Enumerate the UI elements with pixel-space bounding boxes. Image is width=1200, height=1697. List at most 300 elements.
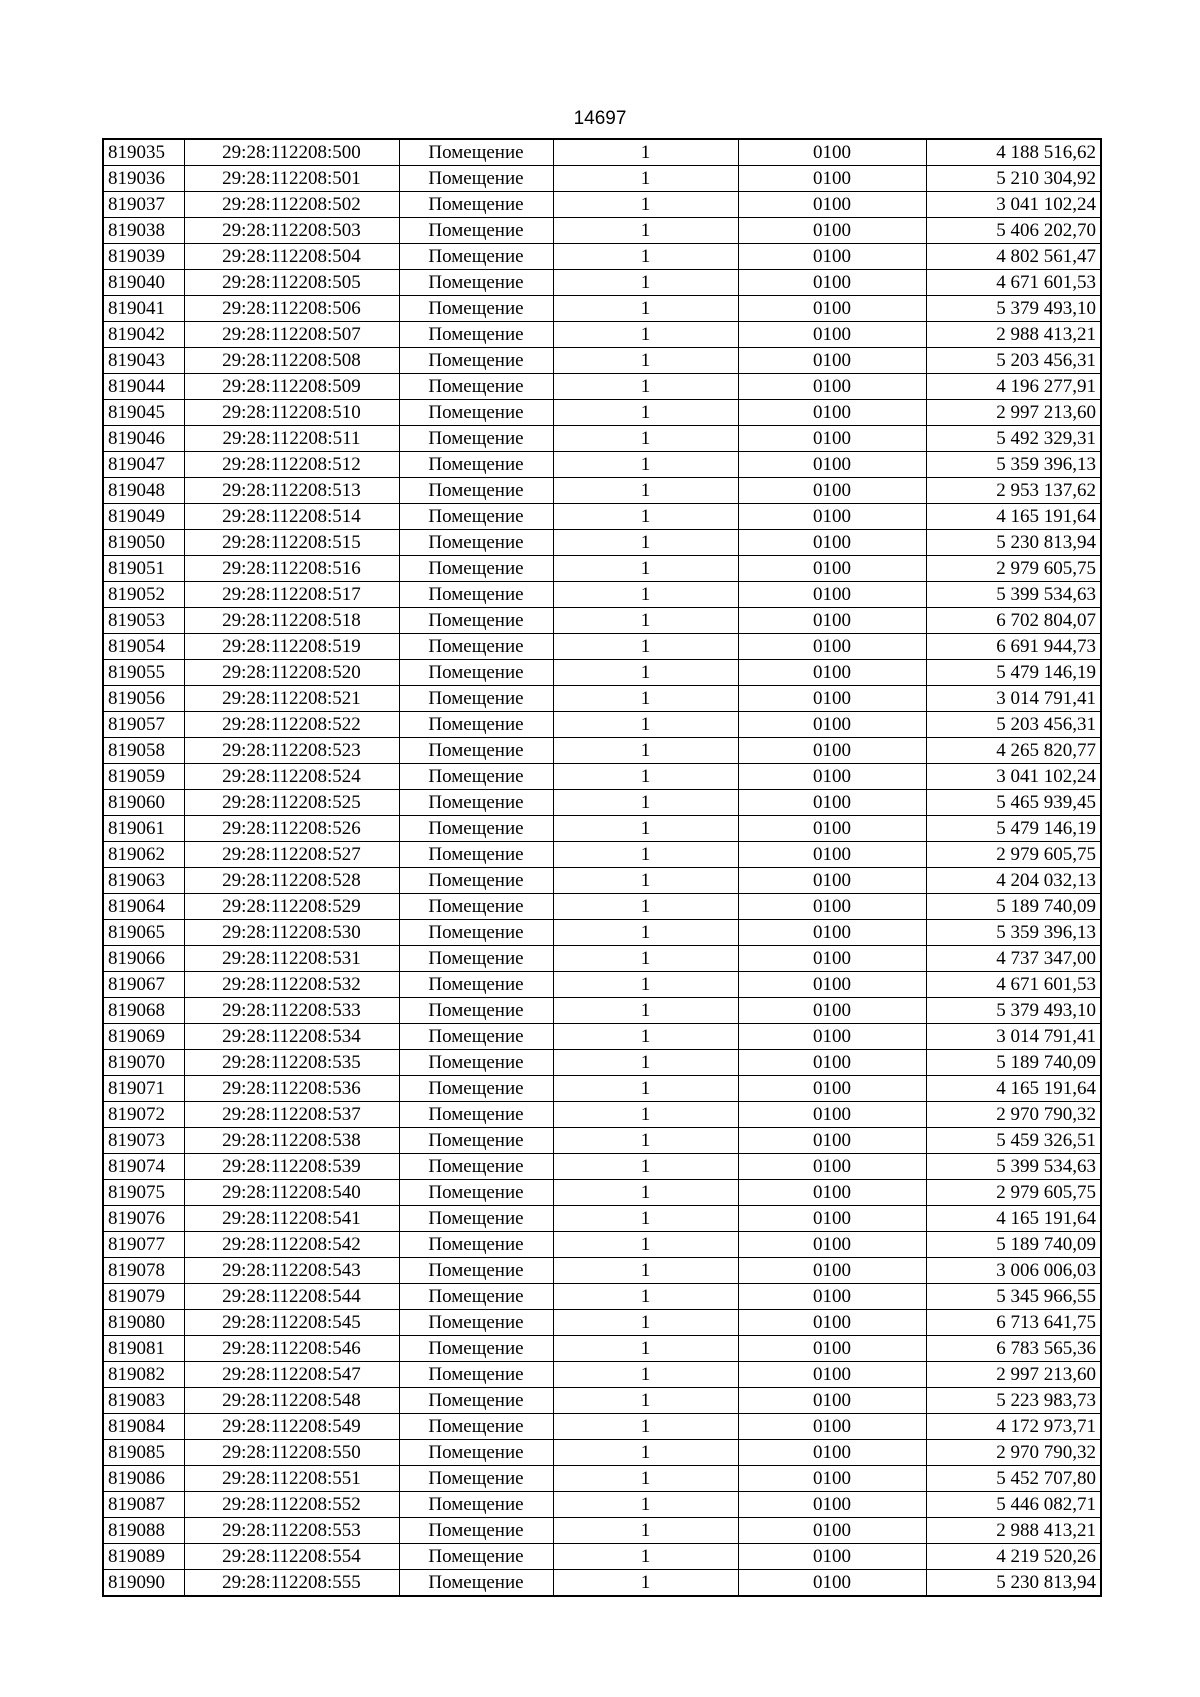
table-row	[103, 400, 1101, 426]
cadastral-value-cell: 3 014 791,41	[926, 1024, 1101, 1050]
object-type-cell: Помещение	[399, 1570, 553, 1597]
object-type-cell: Помещение	[399, 244, 553, 270]
object-id-cell: 819086	[103, 1466, 184, 1492]
object-id-cell: 819038	[103, 218, 184, 244]
object-id-cell: 819065	[103, 920, 184, 946]
object-id-cell: 819046	[103, 426, 184, 452]
object-type-cell: Помещение	[399, 764, 553, 790]
quantity-cell: 1	[553, 1414, 738, 1440]
quantity-cell: 1	[553, 946, 738, 972]
cadastral-value-cell: 5 359 396,13	[926, 452, 1101, 478]
object-type-cell: Помещение	[399, 348, 553, 374]
cadastral-number-cell: 29:28:112208:548	[184, 1388, 399, 1414]
object-id-cell: 819072	[103, 1102, 184, 1128]
table-row	[103, 192, 1101, 218]
object-type-cell: Помещение	[399, 660, 553, 686]
quantity-cell: 1	[553, 348, 738, 374]
cadastral-value-cell: 6 702 804,07	[926, 608, 1101, 634]
table-row	[103, 1544, 1101, 1570]
table-row	[103, 1206, 1101, 1232]
code-cell: 0100	[738, 244, 926, 270]
code-cell: 0100	[738, 1388, 926, 1414]
object-id-cell: 819056	[103, 686, 184, 712]
cadastral-number-cell: 29:28:112208:512	[184, 452, 399, 478]
cadastral-value-cell: 5 479 146,19	[926, 660, 1101, 686]
cadastral-value-cell: 6 691 944,73	[926, 634, 1101, 660]
object-type-cell: Помещение	[399, 1258, 553, 1284]
quantity-cell: 1	[553, 894, 738, 920]
table-row	[103, 1102, 1101, 1128]
code-cell: 0100	[738, 374, 926, 400]
cadastral-number-cell: 29:28:112208:536	[184, 1076, 399, 1102]
cadastral-number-cell: 29:28:112208:550	[184, 1440, 399, 1466]
code-cell: 0100	[738, 478, 926, 504]
code-cell: 0100	[738, 816, 926, 842]
object-type-cell: Помещение	[399, 192, 553, 218]
table-row	[103, 452, 1101, 478]
cadastral-value-cell: 5 203 456,31	[926, 712, 1101, 738]
object-id-cell: 819053	[103, 608, 184, 634]
object-id-cell: 819079	[103, 1284, 184, 1310]
table-row	[103, 634, 1101, 660]
code-cell: 0100	[738, 400, 926, 426]
object-id-cell: 819076	[103, 1206, 184, 1232]
cadastral-value-cell: 3 041 102,24	[926, 764, 1101, 790]
quantity-cell: 1	[553, 478, 738, 504]
cadastral-value-cell: 4 737 347,00	[926, 946, 1101, 972]
quantity-cell: 1	[553, 816, 738, 842]
table-row	[103, 1388, 1101, 1414]
table-row	[103, 1362, 1101, 1388]
table-row	[103, 894, 1101, 920]
quantity-cell: 1	[553, 400, 738, 426]
quantity-cell: 1	[553, 296, 738, 322]
object-id-cell: 819078	[103, 1258, 184, 1284]
object-id-cell: 819068	[103, 998, 184, 1024]
quantity-cell: 1	[553, 1544, 738, 1570]
quantity-cell: 1	[553, 244, 738, 270]
object-id-cell: 819071	[103, 1076, 184, 1102]
cadastral-number-cell: 29:28:112208:540	[184, 1180, 399, 1206]
object-id-cell: 819084	[103, 1414, 184, 1440]
table-row	[103, 322, 1101, 348]
object-id-cell: 819085	[103, 1440, 184, 1466]
object-id-cell: 819036	[103, 166, 184, 192]
table-row	[103, 348, 1101, 374]
cadastral-number-cell: 29:28:112208:553	[184, 1518, 399, 1544]
code-cell: 0100	[738, 868, 926, 894]
code-cell: 0100	[738, 764, 926, 790]
object-type-cell: Помещение	[399, 1024, 553, 1050]
cadastral-value-cell: 5 210 304,92	[926, 166, 1101, 192]
cadastral-number-cell: 29:28:112208:513	[184, 478, 399, 504]
cadastral-value-cell: 2 997 213,60	[926, 400, 1101, 426]
object-type-cell: Помещение	[399, 1518, 553, 1544]
code-cell: 0100	[738, 660, 926, 686]
code-cell: 0100	[738, 1544, 926, 1570]
code-cell: 0100	[738, 1180, 926, 1206]
cadastral-value-cell: 2 970 790,32	[926, 1102, 1101, 1128]
cadastral-number-cell: 29:28:112208:541	[184, 1206, 399, 1232]
quantity-cell: 1	[553, 192, 738, 218]
cadastral-number-cell: 29:28:112208:551	[184, 1466, 399, 1492]
table-row	[103, 1128, 1101, 1154]
object-type-cell: Помещение	[399, 972, 553, 998]
code-cell: 0100	[738, 738, 926, 764]
code-cell: 0100	[738, 1570, 926, 1597]
quantity-cell: 1	[553, 452, 738, 478]
quantity-cell: 1	[553, 1570, 738, 1597]
cadastral-number-cell: 29:28:112208:525	[184, 790, 399, 816]
table-row	[103, 1284, 1101, 1310]
object-id-cell: 819069	[103, 1024, 184, 1050]
table-row	[103, 998, 1101, 1024]
object-type-cell: Помещение	[399, 868, 553, 894]
cadastral-value-cell: 5 189 740,09	[926, 894, 1101, 920]
cadastral-value-cell: 2 988 413,21	[926, 1518, 1101, 1544]
cadastral-number-cell: 29:28:112208:519	[184, 634, 399, 660]
object-id-cell: 819083	[103, 1388, 184, 1414]
table-row	[103, 582, 1101, 608]
cadastral-number-cell: 29:28:112208:511	[184, 426, 399, 452]
quantity-cell: 1	[553, 1076, 738, 1102]
cadastral-value-cell: 2 979 605,75	[926, 842, 1101, 868]
cadastral-number-cell: 29:28:112208:544	[184, 1284, 399, 1310]
code-cell: 0100	[738, 972, 926, 998]
page-number: 14697	[573, 108, 627, 129]
code-cell: 0100	[738, 504, 926, 530]
table-row	[103, 946, 1101, 972]
object-type-cell: Помещение	[399, 1388, 553, 1414]
cadastral-value-cell: 2 979 605,75	[926, 1180, 1101, 1206]
table-row	[103, 1440, 1101, 1466]
table-row	[103, 920, 1101, 946]
cadastral-number-cell: 29:28:112208:530	[184, 920, 399, 946]
object-id-cell: 819057	[103, 712, 184, 738]
table-row	[103, 1336, 1101, 1362]
table-row	[103, 504, 1101, 530]
object-type-cell: Помещение	[399, 1492, 553, 1518]
cadastral-value-cell: 6 713 641,75	[926, 1310, 1101, 1336]
table-row	[103, 374, 1101, 400]
code-cell: 0100	[738, 842, 926, 868]
table-row	[103, 712, 1101, 738]
object-id-cell: 819054	[103, 634, 184, 660]
cadastral-value-cell: 5 230 813,94	[926, 530, 1101, 556]
code-cell: 0100	[738, 1076, 926, 1102]
quantity-cell: 1	[553, 1440, 738, 1466]
cadastral-number-cell: 29:28:112208:517	[184, 582, 399, 608]
object-type-cell: Помещение	[399, 1440, 553, 1466]
code-cell: 0100	[738, 1024, 926, 1050]
cadastral-value-cell: 4 265 820,77	[926, 738, 1101, 764]
quantity-cell: 1	[553, 1024, 738, 1050]
object-type-cell: Помещение	[399, 400, 553, 426]
quantity-cell: 1	[553, 1258, 738, 1284]
cadastral-number-cell: 29:28:112208:549	[184, 1414, 399, 1440]
cadastral-number-cell: 29:28:112208:545	[184, 1310, 399, 1336]
object-type-cell: Помещение	[399, 1544, 553, 1570]
code-cell: 0100	[738, 790, 926, 816]
cadastral-number-cell: 29:28:112208:523	[184, 738, 399, 764]
cadastral-number-cell: 29:28:112208:535	[184, 1050, 399, 1076]
object-id-cell: 819049	[103, 504, 184, 530]
object-type-cell: Помещение	[399, 166, 553, 192]
object-type-cell: Помещение	[399, 998, 553, 1024]
cadastral-value-cell: 2 979 605,75	[926, 556, 1101, 582]
quantity-cell: 1	[553, 1128, 738, 1154]
table-row	[103, 1466, 1101, 1492]
object-type-cell: Помещение	[399, 1128, 553, 1154]
object-type-cell: Помещение	[399, 1310, 553, 1336]
quantity-cell: 1	[553, 1206, 738, 1232]
cadastral-value-cell: 5 379 493,10	[926, 296, 1101, 322]
code-cell: 0100	[738, 270, 926, 296]
quantity-cell: 1	[553, 764, 738, 790]
cadastral-number-cell: 29:28:112208:529	[184, 894, 399, 920]
code-cell: 0100	[738, 296, 926, 322]
table-row	[103, 139, 1101, 166]
cadastral-value-cell: 4 188 516,62	[926, 139, 1101, 166]
cadastral-number-cell: 29:28:112208:552	[184, 1492, 399, 1518]
object-id-cell: 819077	[103, 1232, 184, 1258]
cadastral-number-cell: 29:28:112208:538	[184, 1128, 399, 1154]
cadastral-number-cell: 29:28:112208:500	[184, 139, 399, 166]
object-type-cell: Помещение	[399, 920, 553, 946]
table-row	[103, 426, 1101, 452]
quantity-cell: 1	[553, 920, 738, 946]
cadastral-number-cell: 29:28:112208:532	[184, 972, 399, 998]
code-cell: 0100	[738, 946, 926, 972]
cadastral-value-cell: 5 492 329,31	[926, 426, 1101, 452]
code-cell: 0100	[738, 1518, 926, 1544]
cadastral-value-cell: 5 406 202,70	[926, 218, 1101, 244]
cadastral-value-cell: 5 230 813,94	[926, 1570, 1101, 1597]
object-type-cell: Помещение	[399, 556, 553, 582]
object-type-cell: Помещение	[399, 1102, 553, 1128]
quantity-cell: 1	[553, 868, 738, 894]
object-type-cell: Помещение	[399, 270, 553, 296]
object-id-cell: 819052	[103, 582, 184, 608]
quantity-cell: 1	[553, 322, 738, 348]
cadastral-value-cell: 4 204 032,13	[926, 868, 1101, 894]
quantity-cell: 1	[553, 1102, 738, 1128]
object-type-cell: Помещение	[399, 582, 553, 608]
object-type-cell: Помещение	[399, 686, 553, 712]
cadastral-number-cell: 29:28:112208:510	[184, 400, 399, 426]
code-cell: 0100	[738, 192, 926, 218]
object-type-cell: Помещение	[399, 816, 553, 842]
code-cell: 0100	[738, 1206, 926, 1232]
quantity-cell: 1	[553, 1310, 738, 1336]
cadastral-number-cell: 29:28:112208:504	[184, 244, 399, 270]
cadastral-number-cell: 29:28:112208:533	[184, 998, 399, 1024]
cadastral-number-cell: 29:28:112208:546	[184, 1336, 399, 1362]
object-type-cell: Помещение	[399, 1336, 553, 1362]
quantity-cell: 1	[553, 139, 738, 166]
object-type-cell: Помещение	[399, 478, 553, 504]
object-id-cell: 819087	[103, 1492, 184, 1518]
cadastral-value-cell: 5 189 740,09	[926, 1232, 1101, 1258]
cadastral-number-cell: 29:28:112208:555	[184, 1570, 399, 1597]
cadastral-value-cell: 4 172 973,71	[926, 1414, 1101, 1440]
table-row	[103, 1180, 1101, 1206]
cadastral-value-cell: 5 379 493,10	[926, 998, 1101, 1024]
cadastral-number-cell: 29:28:112208:542	[184, 1232, 399, 1258]
object-id-cell: 819048	[103, 478, 184, 504]
object-id-cell: 819035	[103, 139, 184, 166]
code-cell: 0100	[738, 348, 926, 374]
cadastral-value-cell: 4 165 191,64	[926, 1076, 1101, 1102]
object-id-cell: 819080	[103, 1310, 184, 1336]
quantity-cell: 1	[553, 634, 738, 660]
cadastral-value-cell: 4 671 601,53	[926, 972, 1101, 998]
table-row	[103, 660, 1101, 686]
object-id-cell: 819037	[103, 192, 184, 218]
object-id-cell: 819042	[103, 322, 184, 348]
table-row	[103, 1076, 1101, 1102]
object-id-cell: 819090	[103, 1570, 184, 1597]
object-type-cell: Помещение	[399, 296, 553, 322]
cadastral-value-cell: 2 988 413,21	[926, 322, 1101, 348]
object-id-cell: 819060	[103, 790, 184, 816]
object-type-cell: Помещение	[399, 1284, 553, 1310]
cadastral-value-cell: 4 219 520,26	[926, 1544, 1101, 1570]
quantity-cell: 1	[553, 1492, 738, 1518]
cadastral-number-cell: 29:28:112208:501	[184, 166, 399, 192]
cadastral-value-cell: 5 399 534,63	[926, 582, 1101, 608]
object-id-cell: 819081	[103, 1336, 184, 1362]
cadastral-value-cell: 5 189 740,09	[926, 1050, 1101, 1076]
code-cell: 0100	[738, 894, 926, 920]
object-type-cell: Помещение	[399, 1232, 553, 1258]
quantity-cell: 1	[553, 972, 738, 998]
object-type-cell: Помещение	[399, 790, 553, 816]
cadastral-number-cell: 29:28:112208:520	[184, 660, 399, 686]
cadastral-value-cell: 5 359 396,13	[926, 920, 1101, 946]
cadastral-number-cell: 29:28:112208:554	[184, 1544, 399, 1570]
table-row	[103, 166, 1101, 192]
object-type-cell: Помещение	[399, 608, 553, 634]
quantity-cell: 1	[553, 1232, 738, 1258]
cadastral-number-cell: 29:28:112208:518	[184, 608, 399, 634]
cadastral-number-cell: 29:28:112208:502	[184, 192, 399, 218]
object-type-cell: Помещение	[399, 1414, 553, 1440]
object-type-cell: Помещение	[399, 634, 553, 660]
table-row	[103, 1154, 1101, 1180]
quantity-cell: 1	[553, 504, 738, 530]
cadastral-value-cell: 4 165 191,64	[926, 504, 1101, 530]
object-type-cell: Помещение	[399, 712, 553, 738]
cadastral-number-cell: 29:28:112208:522	[184, 712, 399, 738]
table-row	[103, 868, 1101, 894]
cadastral-number-cell: 29:28:112208:505	[184, 270, 399, 296]
cadastral-value-cell: 2 970 790,32	[926, 1440, 1101, 1466]
quantity-cell: 1	[553, 556, 738, 582]
quantity-cell: 1	[553, 1336, 738, 1362]
quantity-cell: 1	[553, 686, 738, 712]
quantity-cell: 1	[553, 1050, 738, 1076]
object-id-cell: 819061	[103, 816, 184, 842]
cadastral-value-cell: 3 014 791,41	[926, 686, 1101, 712]
code-cell: 0100	[738, 1258, 926, 1284]
object-type-cell: Помещение	[399, 1076, 553, 1102]
table-row	[103, 478, 1101, 504]
object-id-cell: 819074	[103, 1154, 184, 1180]
object-id-cell: 819050	[103, 530, 184, 556]
quantity-cell: 1	[553, 1362, 738, 1388]
code-cell: 0100	[738, 582, 926, 608]
object-id-cell: 819088	[103, 1518, 184, 1544]
object-type-cell: Помещение	[399, 452, 553, 478]
cadastral-number-cell: 29:28:112208:515	[184, 530, 399, 556]
table-row	[103, 556, 1101, 582]
object-id-cell: 819064	[103, 894, 184, 920]
table-row	[103, 608, 1101, 634]
cadastral-value-cell: 5 345 966,55	[926, 1284, 1101, 1310]
quantity-cell: 1	[553, 790, 738, 816]
table-row	[103, 244, 1101, 270]
object-type-cell: Помещение	[399, 374, 553, 400]
object-id-cell: 819058	[103, 738, 184, 764]
object-id-cell: 819047	[103, 452, 184, 478]
table-row	[103, 1492, 1101, 1518]
table-row	[103, 686, 1101, 712]
cadastral-value-cell: 2 953 137,62	[926, 478, 1101, 504]
code-cell: 0100	[738, 139, 926, 166]
cadastral-value-cell: 5 399 534,63	[926, 1154, 1101, 1180]
object-id-cell: 819039	[103, 244, 184, 270]
quantity-cell: 1	[553, 582, 738, 608]
table-row	[103, 530, 1101, 556]
object-type-cell: Помещение	[399, 139, 553, 166]
cadastral-number-cell: 29:28:112208:539	[184, 1154, 399, 1180]
object-id-cell: 819070	[103, 1050, 184, 1076]
quantity-cell: 1	[553, 608, 738, 634]
object-id-cell: 819066	[103, 946, 184, 972]
code-cell: 0100	[738, 426, 926, 452]
quantity-cell: 1	[553, 712, 738, 738]
object-id-cell: 819055	[103, 660, 184, 686]
table-row	[103, 1232, 1101, 1258]
cadastral-value-cell: 5 479 146,19	[926, 816, 1101, 842]
object-type-cell: Помещение	[399, 1050, 553, 1076]
table-row	[103, 218, 1101, 244]
code-cell: 0100	[738, 1310, 926, 1336]
object-type-cell: Помещение	[399, 842, 553, 868]
code-cell: 0100	[738, 634, 926, 660]
object-type-cell: Помещение	[399, 1466, 553, 1492]
table-row	[103, 738, 1101, 764]
table-row	[103, 1310, 1101, 1336]
object-id-cell: 819067	[103, 972, 184, 998]
code-cell: 0100	[738, 1414, 926, 1440]
cadastral-number-cell: 29:28:112208:503	[184, 218, 399, 244]
table-row	[103, 296, 1101, 322]
quantity-cell: 1	[553, 998, 738, 1024]
cadastral-value-cell: 5 203 456,31	[926, 348, 1101, 374]
cadastral-value-cell: 5 452 707,80	[926, 1466, 1101, 1492]
object-id-cell: 819063	[103, 868, 184, 894]
cadastral-value-cell: 3 006 006,03	[926, 1258, 1101, 1284]
code-cell: 0100	[738, 218, 926, 244]
quantity-cell: 1	[553, 738, 738, 764]
cadastral-number-cell: 29:28:112208:508	[184, 348, 399, 374]
object-type-cell: Помещение	[399, 738, 553, 764]
object-id-cell: 819043	[103, 348, 184, 374]
table-row	[103, 270, 1101, 296]
quantity-cell: 1	[553, 1284, 738, 1310]
